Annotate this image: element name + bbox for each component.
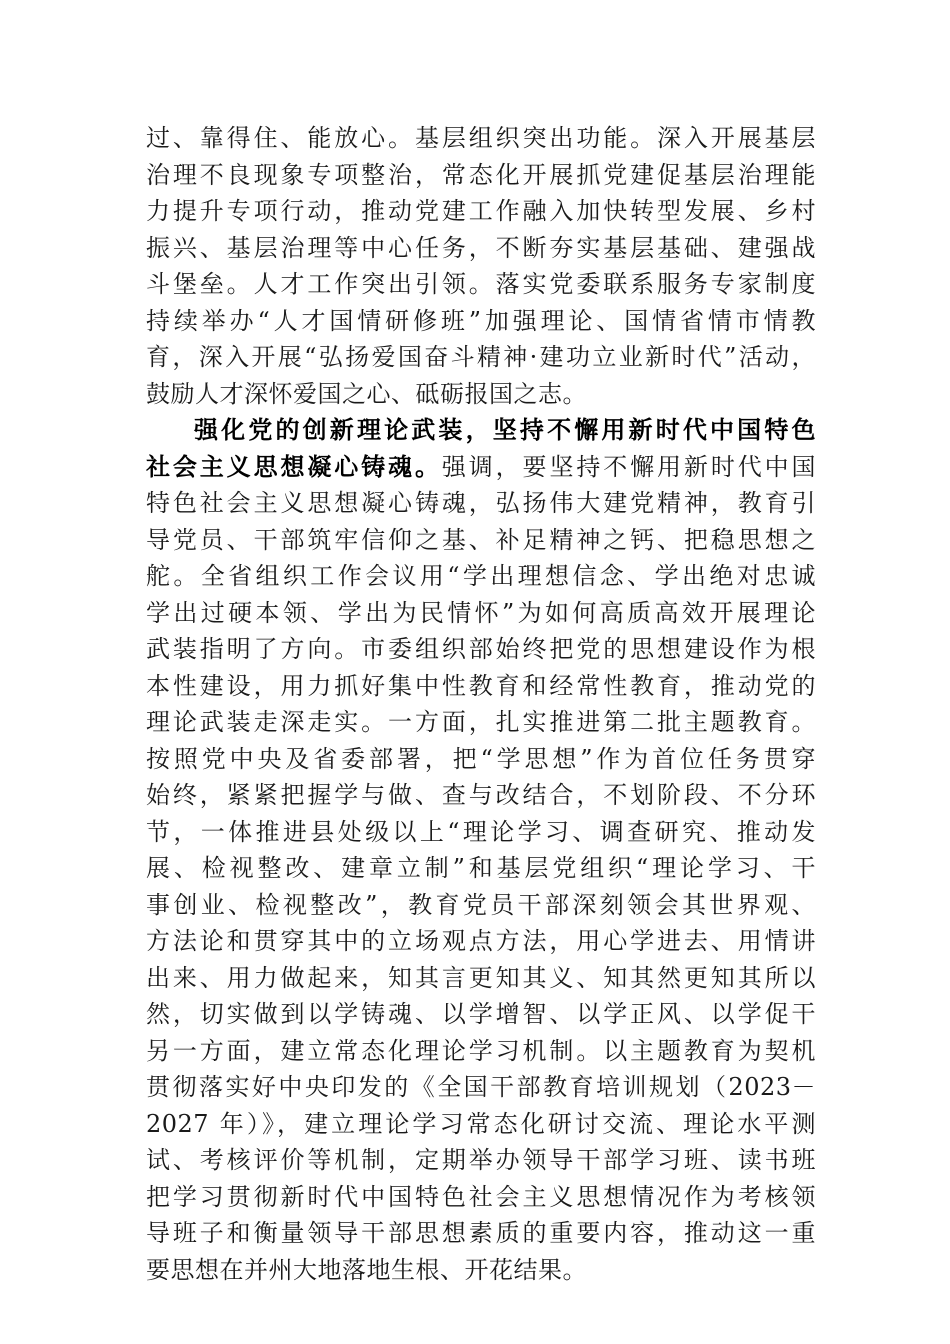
text-line: 舵。全省组织工作会议用“学出理想信念、学出绝对忠诚 (146, 562, 816, 590)
text-line: 出来、用力做起来，知其言更知其义、知其然更知其所以 (146, 963, 816, 992)
text-line: 2027 年）》，建立理论学习常态化研讨交流、理论水平测 (146, 1109, 816, 1138)
text-line: 始终，紧紧把握学与做、查与改结合，不划阶段、不分环 (146, 781, 816, 809)
text-line: 方法论和贯穿其中的立场观点方法，用心学进去、用情讲 (146, 927, 816, 955)
heading-text: 社会主义思想凝心铸魂。 (146, 451, 442, 481)
text-line: 节，一体推进县处级以上“理论学习、调查研究、推动发 (146, 817, 816, 846)
body-text-span: 强调，要坚持不懈用新时代中国 (441, 452, 817, 481)
text-line: 振兴、基层治理等中心任务，不断夯实基层基础、建强战 (146, 233, 816, 262)
text-line: 鼓励人才深怀爱国之心、砥砺报国之志。 (146, 379, 587, 408)
text-line: 另一方面，建立常态化理论学习机制。以主题教育为契机 (146, 1036, 816, 1065)
text-line: 按照党中央及省委部署，把“学思想”作为首位任务贯穿 (146, 744, 816, 773)
text-line: 贯彻落实好中央印发的《全国干部教育培训规划（2023－ (146, 1073, 816, 1101)
text-line: 力提升专项行动，推动党建工作融入加快转型发展、乡村 (146, 197, 816, 225)
text-line: 要思想在并州大地落地生根、开花结果。 (146, 1255, 587, 1284)
text-line: 事创业、检视整改”，教育党员干部深刻领会其世界观、 (146, 890, 816, 919)
text-line: 展、检视整改、建章立制”和基层党组织“理论学习、干 (146, 854, 816, 882)
text-line: 持续举办“人才国情研修班”加强理论、国情省情市情教 (146, 306, 816, 335)
text-line (146, 412, 816, 449)
text-line: 治理不良现象专项整治，常态化开展抓党建促基层治理能 (146, 160, 816, 189)
text-line: 把学习贯彻新时代中国特色社会主义思想情况作为考核领 (146, 1182, 816, 1211)
text-line: 本性建设，用力抓好集中性教育和经常性教育，推动党的 (146, 671, 816, 700)
text-line: 特色社会主义思想凝心铸魂，弘扬伟大建党精神，教育引 (146, 489, 816, 517)
text-line (146, 449, 816, 486)
text-line: 育，深入开展“弘扬爱国奋斗精神·建功立业新时代”活动， (146, 343, 816, 371)
body-text (146, 120, 816, 1288)
paragraph-2 (146, 412, 816, 1288)
paragraph-1 (146, 120, 816, 412)
text-line: 导党员、干部筑牢信仰之基、补足精神之钙、把稳思想之 (146, 525, 816, 554)
text-line: 理论武装走深走实。一方面，扎实推进第二批主题教育。 (146, 708, 816, 736)
text-line: 过、靠得住、能放心。基层组织突出功能。深入开展基层 (146, 124, 816, 152)
text-line: 然，切实做到以学铸魂、以学增智、以学正风、以学促干 (146, 1000, 816, 1028)
text-line: 学出过硬本领、学出为民情怀”为如何高质高效开展理论 (146, 598, 816, 627)
text-line: 试、考核评价等机制，定期举办领导干部学习班、读书班 (146, 1146, 816, 1174)
text-line: 导班子和衡量领导干部思想素质的重要内容，推动这一重 (146, 1219, 816, 1247)
heading-text: 强化党的创新理论武装，坚持不懈用新时代中国特色 (194, 415, 816, 444)
text-line: 斗堡垒。人才工作突出引领。落实党委联系服务专家制度 (146, 270, 816, 298)
text-line: 武装指明了方向。市委组织部始终把党的思想建设作为根 (146, 635, 816, 663)
